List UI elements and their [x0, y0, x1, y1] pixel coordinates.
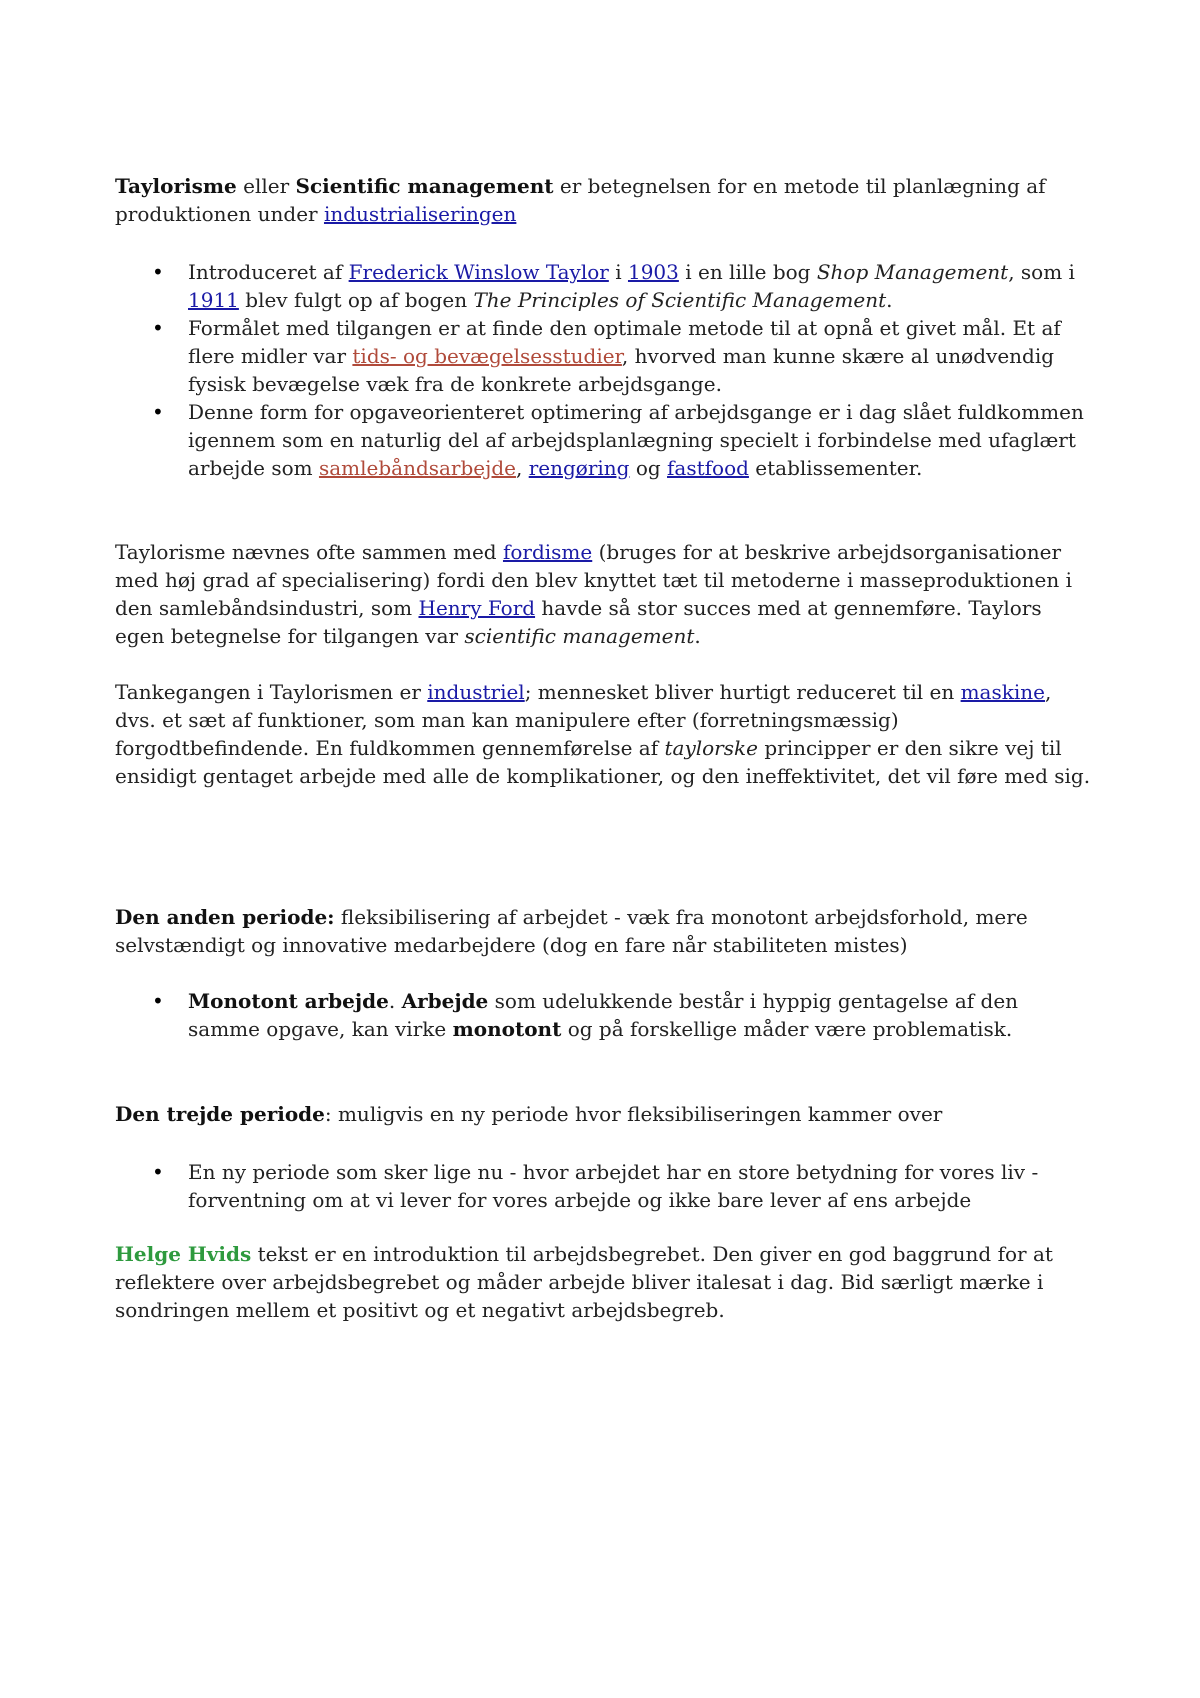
paragraph-text: ; mennesket bliver hurtigt reduceret til en — [524, 680, 961, 704]
list-text: etablissementer. — [748, 456, 923, 480]
link-frederick-winslow-taylor[interactable]: Frederick Winslow Taylor — [348, 260, 609, 284]
period3-bullet-list — [115, 1158, 1095, 1214]
list-text: . — [388, 989, 402, 1013]
list-item — [115, 398, 1095, 482]
taylor-bullet-list — [115, 258, 1095, 482]
list-item — [115, 258, 1095, 314]
term-taylorisme: Taylorisme — [115, 174, 237, 198]
list-text: og på forskellige måder være problematisk. — [561, 1017, 1013, 1041]
list-text: Introduceret af — [188, 260, 349, 284]
intro-text: eller — [236, 174, 296, 198]
period3-paragraph — [115, 1100, 1095, 1128]
link-fastfood[interactable]: fastfood — [667, 456, 749, 480]
list-text: og — [629, 456, 668, 480]
list-item — [115, 987, 1095, 1043]
link-samlebaandsarbejde[interactable]: samlebåndsarbejde — [318, 456, 516, 480]
list-text: . — [886, 288, 893, 312]
emphasis-text: taylorske — [664, 736, 758, 760]
paragraph-text: havde så stor succes med at gennemføre. Taylors egen betegnelse for tilgangen var — [115, 596, 1042, 648]
period2-heading: Den anden periode: — [115, 905, 335, 929]
list-text: Formålet med tilgangen er at finde den optimale metode til at opnå et givet mål. Et af flere midler var — [188, 316, 1061, 368]
list-text: blev fulgt op af bogen — [238, 288, 474, 312]
intro-text: er betegnelsen for en metode til planlægning af produktionen under — [115, 174, 1046, 226]
link-henry-ford[interactable]: Henry Ford — [418, 596, 536, 620]
paragraph-text: principper er den sikre vej til ensidigt gentaget arbejde med alle de komplikationer, og den ineffektivitet, det vil føre med sig. — [115, 736, 1091, 788]
paragraph-text: : muligvis en ny periode hvor fleksibiliseringen kammer over — [324, 1102, 943, 1126]
link-fordisme[interactable]: fordisme — [502, 540, 593, 564]
period3-heading: Den trejde periode — [115, 1102, 325, 1126]
paragraph-text: tekst er en introduktion til arbejdsbegrebet. Den giver en god baggrund for at reflektere over arbejdsbegrebet og måder arbejde bliver italesat i dag. Bid særligt mærke i sondringen mellem et positivt og et negativt arbejdsbegreb. — [115, 1242, 1053, 1322]
link-industrialiseringen[interactable]: industrialiseringen — [323, 202, 517, 226]
bold-term: Monotont arbejde — [188, 989, 389, 1013]
intro-paragraph — [115, 172, 1095, 228]
link-industriel[interactable]: industriel — [427, 680, 525, 704]
paragraph-text: fleksibilisering af arbejdet - væk fra monotont arbejdsforhold, mere selvstændigt og innovative medarbejdere (dog en fare når stabiliteten mistes) — [115, 905, 1028, 957]
paragraph-text: , dvs. et sæt af funktioner, som man kan manipulere efter (forretningsmæssig) forgodtbefindende. En fuldkommen gennemførelse af — [115, 680, 1052, 760]
link-rengoring[interactable]: rengøring — [528, 456, 630, 480]
bold-term: monotont — [452, 1017, 562, 1041]
bold-term: Arbejde — [401, 989, 489, 1013]
list-text: i en lille bog — [678, 260, 817, 284]
paragraph-text: Taylorisme nævnes ofte sammen med — [115, 540, 503, 564]
paragraph-text: . — [694, 624, 701, 648]
link-maskine[interactable]: maskine — [960, 680, 1045, 704]
tankegang-paragraph — [115, 678, 1095, 790]
emphasis-text: scientific management — [464, 624, 695, 648]
list-item: • En ny periode som sker lige nu - hvor arbejdet har en store betydning for vores liv - forventning om at vi lever for vores arbejde og ikke bare lever af ens arbejde — [115, 1158, 1095, 1214]
paragraph-text: (bruges for at beskrive arbejdsorganisationer med høj grad af specialisering) fordi den blev knyttet tæt til metoderne i masseproduktionen i den samlebåndsindustri, som — [115, 540, 1073, 620]
period2-bullet-list — [115, 987, 1095, 1043]
term-scientific-management: Scientific management — [295, 174, 554, 198]
list-text: i — [608, 260, 628, 284]
author-name: Helge Hvids — [115, 1242, 252, 1266]
list-text: , som i — [1008, 260, 1075, 284]
link-tids-og-bevaegelsesstudier[interactable]: tids- og bevægelsesstudier — [352, 344, 622, 368]
list-text: , — [515, 456, 529, 480]
period2-paragraph — [115, 903, 1095, 959]
paragraph-text: Tankegangen i Taylorismen er — [115, 680, 428, 704]
link-1911[interactable]: 1911 — [188, 288, 239, 312]
book-title: The Principles of Scientific Management — [473, 288, 887, 312]
list-text: , hvorved man kunne skære al unødvendig fysisk bevægelse væk fra de konkrete arbejdsgange. — [188, 344, 1055, 396]
list-text: som udelukkende består i hyppig gentagelse af den samme opgave, kan virke — [188, 989, 1019, 1041]
fordisme-paragraph — [115, 538, 1095, 650]
list-item — [115, 314, 1095, 398]
list-text: Denne form for opgaveorienteret optimering af arbejdsgange er i dag slået fuldkommen igennem som en naturlig del af arbejdsplanlægning specielt i forbindelse med ufaglært arbejde som — [188, 400, 1084, 480]
link-1903[interactable]: 1903 — [627, 260, 679, 284]
book-title: Shop Management — [816, 260, 1009, 284]
closing-paragraph — [115, 1240, 1095, 1324]
